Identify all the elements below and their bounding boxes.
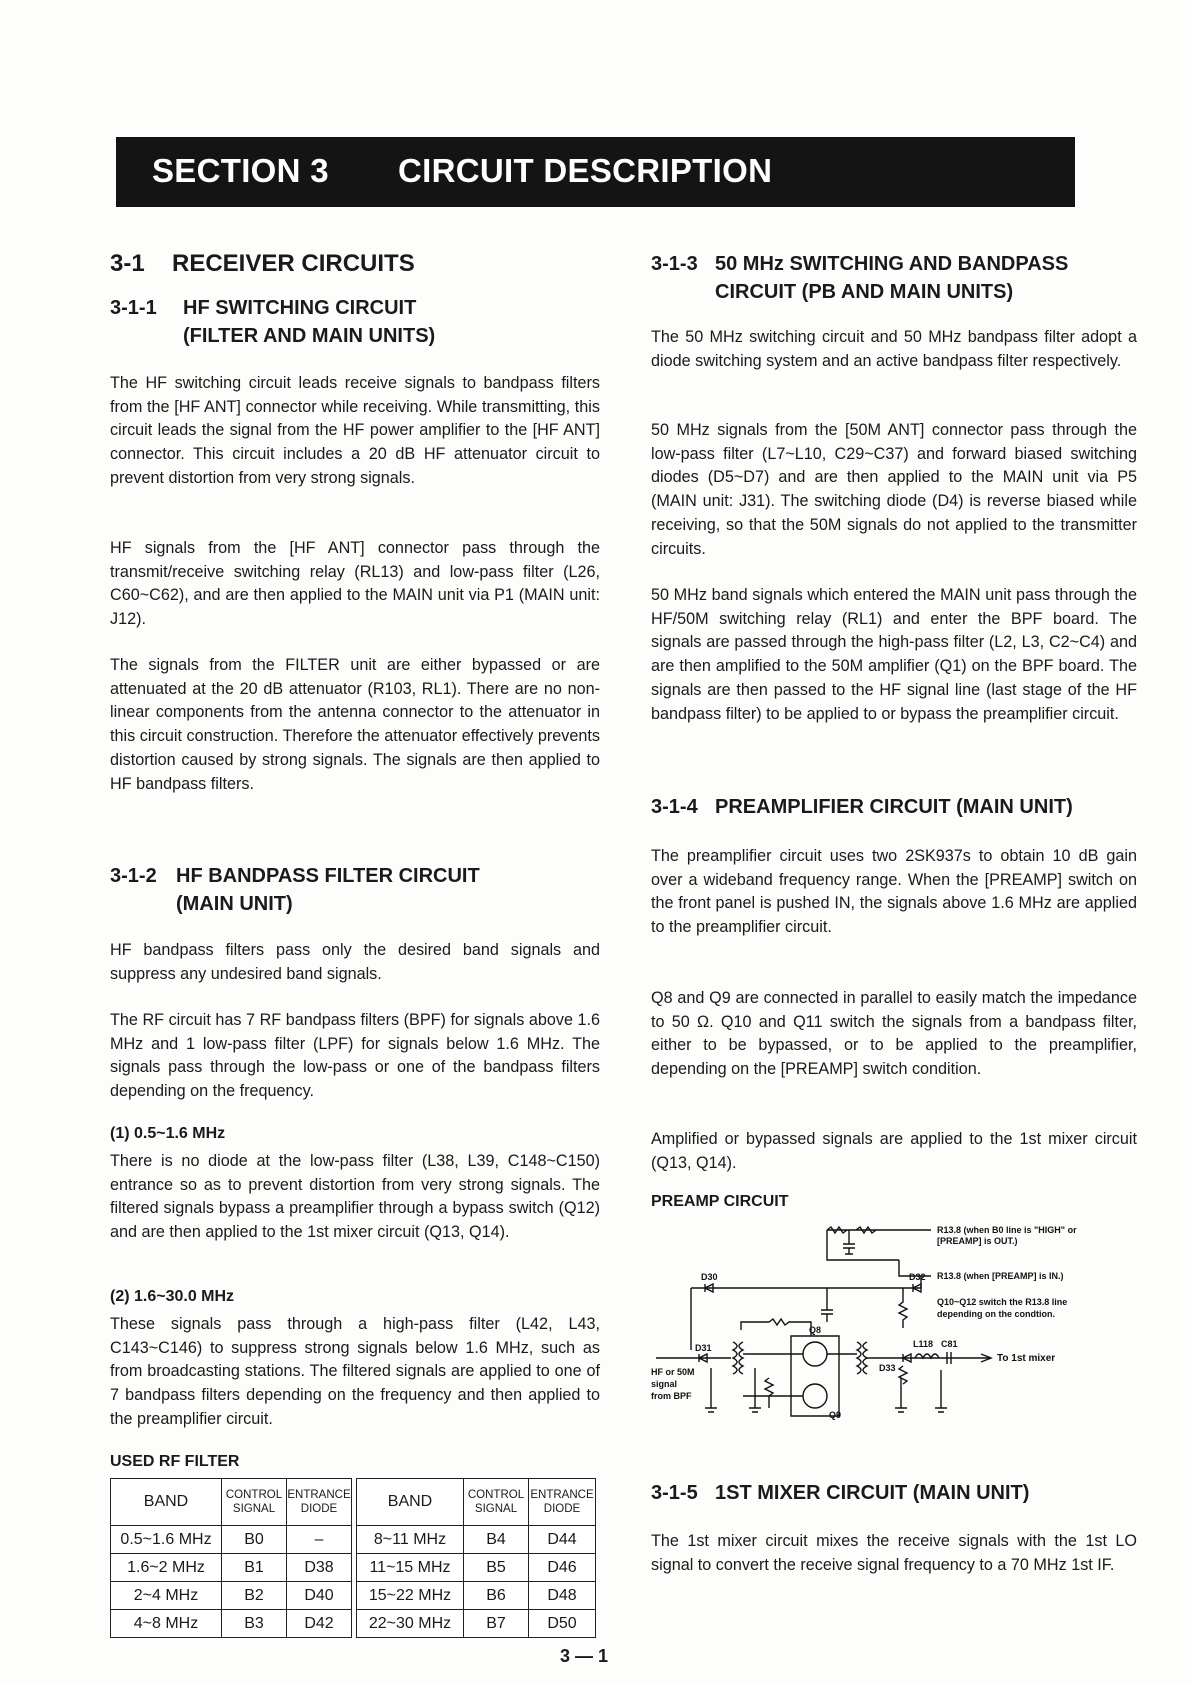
section-number: SECTION 3: [152, 152, 329, 189]
cell-band: 11~15 MHz: [357, 1554, 464, 1582]
resistor-symbol: [899, 1366, 907, 1384]
cell-diode: D50: [529, 1610, 596, 1638]
note-r13-b0-cont: [PREAMP] is OUT.): [937, 1236, 1018, 1246]
label-d30: D30: [701, 1272, 718, 1282]
label-l118: L118: [913, 1339, 934, 1349]
heading-line1: 50 MHz SWITCHING AND BANDPASS: [715, 253, 1069, 275]
table-row: [111, 1610, 596, 1638]
page-number: 3 — 1: [560, 1646, 609, 1666]
paragraph: HF bandpass filters pass only the desired band signals and suppress any undesired band signals.: [110, 941, 600, 983]
heading-3-1: [110, 250, 415, 278]
capacitor-ground-symbol: [843, 1230, 855, 1254]
cell-band: 1.6~2 MHz: [111, 1554, 222, 1582]
transformer-coil: [733, 1342, 737, 1374]
transformer-coil: [739, 1342, 743, 1374]
label-d33: D33: [879, 1363, 896, 1373]
circuit-labels: [651, 1225, 1077, 1420]
paragraph: Q8 and Q9 are connected in parallel to easily match the impedance to 50 Ω. Q10 and Q11 switch the signals from a bandpass filter, either to be bypassed, or to be applied to the preamplifier, depending on the [PREAMP] switch condition.: [651, 989, 1137, 1079]
cell-diode: –: [287, 1526, 352, 1554]
subheading: (2) 1.6~30.0 MHz: [110, 1288, 235, 1305]
resistor-symbol: [765, 1378, 773, 1408]
header-band: BAND: [357, 1479, 464, 1526]
paragraph: The 1st mixer circuit mixes the receive signals with the 1st LO signal to convert the receive signal frequency to a 70 MHz 1st IF.: [651, 1532, 1137, 1574]
label-q9: Q9: [829, 1410, 842, 1420]
label-q8: Q8: [809, 1325, 822, 1335]
paragraph: 50 MHz band signals which entered the MAIN unit pass through the HF/50M switching relay (RL1) and enter the BPF board. The signals are passed through the high-pass filter (L2, L3, C2~C4) and are then amplified to the 50M amplifier (Q1) on the BPF board. The signals are then passed to the HF signal line (last stage of the HF bandpass filter) to be applied to or bypass the preamplifier circuit.: [651, 586, 1137, 723]
heading-line1: 1ST MIXER CIRCUIT (MAIN UNIT): [715, 1482, 1030, 1504]
cell-control: B4: [464, 1526, 529, 1554]
cell-band: 4~8 MHz: [111, 1610, 222, 1638]
label-d32: D32: [909, 1272, 926, 1282]
transformer-coil: [857, 1342, 861, 1374]
paragraph: The HF switching circuit leads receive signals to bandpass filters from the [HF ANT] connector while receiving. While transmitting, this circuit leads the signal from the HF power amplifier to the [HF ANT] connector. This circuit includes a 20 dB HF attenuator circuit to prevent distortion from very strong signals.: [110, 374, 600, 487]
header-entrance: ENTRANCE DIODE: [529, 1479, 596, 1526]
table-row: [111, 1526, 596, 1554]
heading-text: RECEIVER CIRCUITS: [172, 250, 415, 277]
paragraph: The preamplifier circuit uses two 2SK937s to obtain 10 dB gain over a wideband frequency range. When the [PREAMP] switch on the front panel is pushed IN, the signals above 1.6 MHz are applied to the preamplifier circuit.: [651, 847, 1137, 937]
amplifier-frame: [791, 1336, 839, 1416]
cell-control: B3: [222, 1610, 287, 1638]
table-row: [111, 1554, 596, 1582]
cell-diode: D48: [529, 1582, 596, 1610]
table-header-row: [111, 1479, 596, 1526]
header-band: BAND: [111, 1479, 222, 1526]
label-c81: C81: [941, 1339, 958, 1349]
ground-symbol: [705, 1368, 717, 1412]
heading-line1: HF BANDPASS FILTER CIRCUIT: [176, 865, 480, 887]
transformer-coil: [863, 1342, 867, 1374]
cell-control: B1: [222, 1554, 287, 1582]
note-r13-b0: R13.8 (when B0 line is "HIGH" or: [937, 1225, 1077, 1235]
paragraph: The 50 MHz switching circuit and 50 MHz bandpass filter adopt a diode switching system and an active bandpass filter respectively.: [651, 328, 1137, 370]
paragraph: There is no diode at the low-pass filter (L38, L39, C148~C150) entrance so as to prevent distortion from very strong signals. The filtered signals bypass a preamplifier through a bypass switch (Q12) and are then applied to the 1st mixer circuit (Q13, Q14).: [110, 1152, 600, 1242]
resistor-symbol: [899, 1288, 907, 1328]
cell-band: 8~11 MHz: [357, 1526, 464, 1554]
cell-band: 22~30 MHz: [357, 1610, 464, 1638]
q9-transistor: [803, 1384, 827, 1408]
cell-control: B5: [464, 1554, 529, 1582]
header-control: CONTROL SIGNAL: [222, 1479, 287, 1526]
heading-line1: PREAMPLIFIER CIRCUIT (MAIN UNIT): [715, 796, 1073, 818]
section-banner: [116, 137, 1075, 207]
cell-control: B2: [222, 1582, 287, 1610]
heading-number: 3-1-5: [651, 1482, 698, 1504]
paragraph: The signals from the FILTER unit are either bypassed or are attenuated at the 20 dB attenuator (R103, RL1). There are no non-linear components from the antenna connector to the attenuator in this circuit construction. Therefore the attenuator effectively prevents distortion caused by strong signals. The signals are then applied to HF bandpass filters.: [110, 656, 600, 793]
heading-3-1-5: [651, 1479, 1029, 1507]
note-r13-preamp: R13.8 (when [PREAMP] is IN.): [937, 1271, 1064, 1281]
cell-diode: D44: [529, 1526, 596, 1554]
heading-3-1-1: [110, 294, 435, 350]
heading-line2: (MAIN UNIT): [176, 893, 293, 915]
label-to-mixer: To 1st mixer: [997, 1353, 1056, 1364]
wire: [743, 1354, 803, 1396]
heading-line1: HF SWITCHING CIRCUIT: [183, 297, 417, 319]
ground-symbol: [749, 1368, 761, 1412]
label-input-b: signal: [651, 1379, 678, 1389]
section-title: CIRCUIT DESCRIPTION: [398, 152, 773, 189]
table-row: [111, 1582, 596, 1610]
q8-transistor: [803, 1342, 827, 1366]
cell-diode: D46: [529, 1554, 596, 1582]
diagram-caption: PREAMP CIRCUIT: [651, 1193, 789, 1210]
preamp-circuit-diagram: [651, 1218, 1141, 1438]
heading-3-1-4: [651, 793, 1073, 821]
header-entrance: ENTRANCE DIODE: [287, 1479, 352, 1526]
cell-band: 2~4 MHz: [111, 1582, 222, 1610]
wire: [827, 1230, 899, 1260]
cell-band: 15~22 MHz: [357, 1582, 464, 1610]
cell-diode: D42: [287, 1610, 352, 1638]
heading-3-1-3: [651, 250, 1068, 306]
label-input-c: from BPF: [651, 1391, 692, 1401]
cell-diode: D38: [287, 1554, 352, 1582]
cell-band: 0.5~1.6 MHz: [111, 1526, 222, 1554]
paragraph: 50 MHz signals from the [50M ANT] connector pass through the low-pass filter (L7~L10, C29~C37) and forward biased switching diodes (D5~D7) and are then applied to the MAIN unit via P5 (MAIN unit: J31). The switching diode (D4) is reverse biased while receiving, so that the 50M signals do not applied to the transmitter circuits.: [651, 421, 1137, 558]
label-d31: D31: [695, 1343, 712, 1353]
paragraph: HF signals from the [HF ANT] connector pass through the transmit/receive switching relay (RL13) and low-pass filter (L26, C60~C62), and are then applied to the MAIN unit via P1 (MAIN unit: J12).: [110, 539, 600, 629]
cell-diode: D40: [287, 1582, 352, 1610]
rf-filter-table: [110, 1478, 596, 1638]
capacitor-symbol: [821, 1288, 833, 1322]
heading-number: 3-1-3: [651, 253, 698, 275]
heading-number: 3-1-2: [110, 865, 157, 887]
heading-number: 3-1-4: [651, 796, 698, 818]
heading-number: 3-1-1: [110, 297, 157, 319]
cell-control: B0: [222, 1526, 287, 1554]
note-q10-q12: Q10~Q12 switch the R13.8 line: [937, 1297, 1068, 1307]
heading-number: 3-1: [110, 250, 145, 277]
heading-line2: CIRCUIT (PB AND MAIN UNITS): [715, 281, 1014, 303]
paragraph: Amplified or bypassed signals are applied to the 1st mixer circuit (Q13, Q14).: [651, 1130, 1137, 1172]
paragraph: These signals pass through a high-pass filter (L42, L43, C143~C146) to suppress strong signals below 1.6 MHz, such as from broadcasting stations. The filtered signals are applied to one of 7 bandpass filters depending on the frequency and then applied to the preamplifier circuit.: [110, 1315, 600, 1428]
note-q10-q12-cont: depending on the condtion.: [937, 1309, 1055, 1319]
heading-3-1-2: [110, 862, 480, 918]
header-control: CONTROL SIGNAL: [464, 1479, 529, 1526]
subheading: (1) 0.5~1.6 MHz: [110, 1125, 226, 1142]
ground-symbol: [935, 1370, 947, 1412]
paragraph: The RF circuit has 7 RF bandpass filters (BPF) for signals above 1.6 MHz and 1 low-pass filter (LPF) for signals below 1.6 MHz. The signals pass through the low-pass or one of the bandpass filters depending on the frequency.: [110, 1011, 600, 1101]
feedback-resistor: [741, 1319, 811, 1336]
label-input-a: HF or 50M: [651, 1367, 695, 1377]
heading-line2: (FILTER AND MAIN UNITS): [183, 325, 436, 347]
table-caption: USED RF FILTER: [110, 1453, 240, 1470]
cell-control: B7: [464, 1610, 529, 1638]
cell-control: B6: [464, 1582, 529, 1610]
circuit-wiring: [656, 1227, 991, 1416]
